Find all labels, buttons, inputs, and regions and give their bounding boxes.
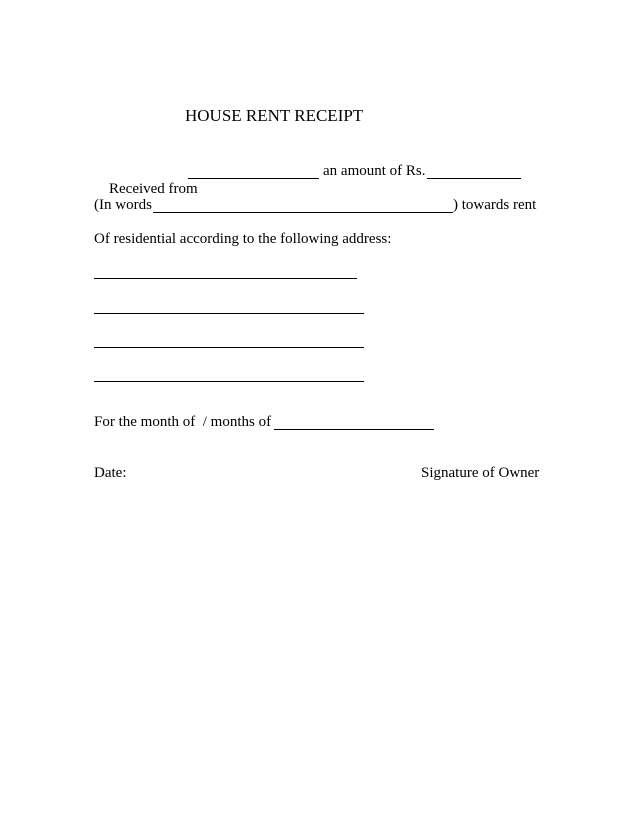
in-words-label: (In words [94, 197, 152, 213]
towards-rent-label: ) towards rent [453, 197, 537, 213]
amount-label: an amount of Rs. [323, 163, 426, 179]
address-line-3[interactable] [94, 347, 364, 348]
month-blank[interactable] [274, 429, 434, 430]
signature-label: Signature of Owner [421, 465, 540, 481]
received-from-label: Received from [109, 181, 198, 197]
address-line-1[interactable] [94, 278, 357, 279]
month-label: For the month of / months of [94, 414, 272, 430]
in-words-blank[interactable] [153, 212, 453, 213]
amount-blank[interactable] [427, 178, 521, 179]
received-from-blank[interactable] [188, 178, 319, 179]
address-line-4[interactable] [94, 381, 364, 382]
date-label: Date: [94, 465, 127, 481]
address-intro: Of residential according to the following address: [94, 231, 392, 247]
receipt-title: HOUSE RENT RECEIPT [185, 106, 364, 125]
address-line-2[interactable] [94, 313, 364, 314]
